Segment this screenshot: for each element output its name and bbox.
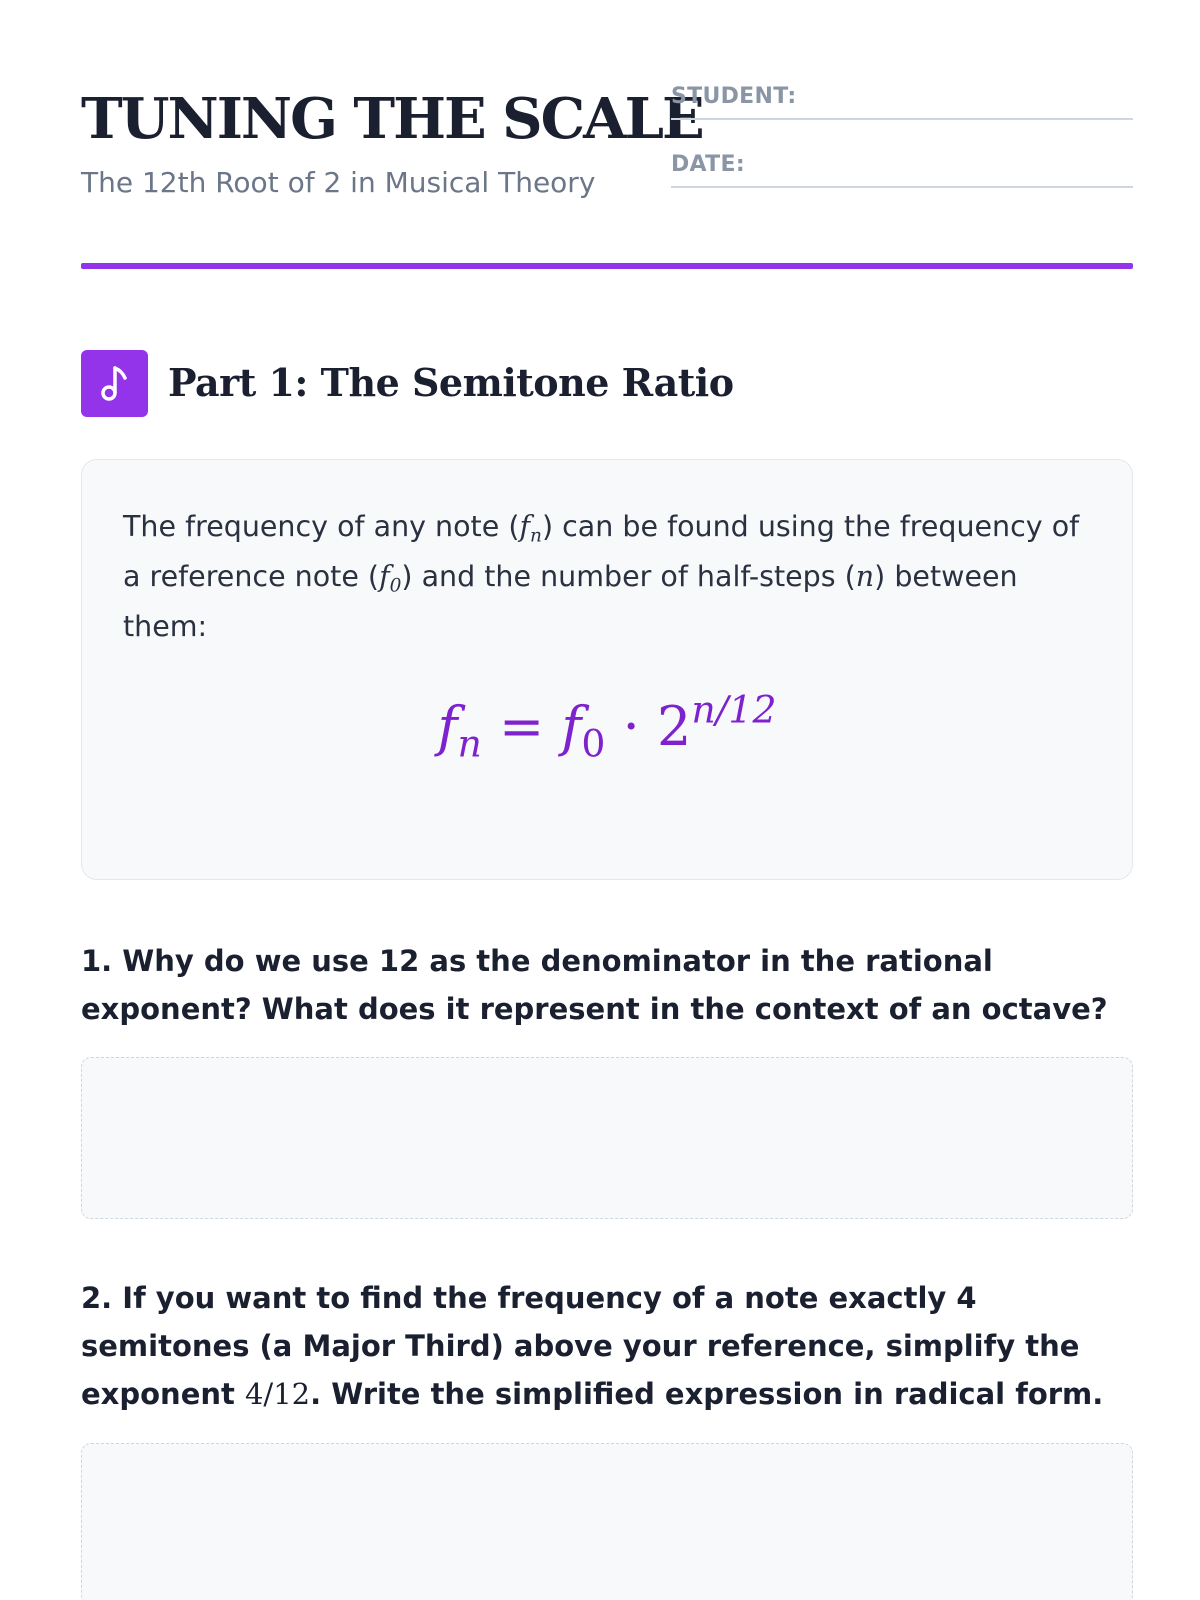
student-field[interactable] [671, 80, 1133, 120]
music-note-icon [81, 350, 148, 417]
formula-explanation: The frequency of any note $(f_n)$ can be found using the frequency of a reference note $(f_0)$ and the number of half-steps (n) between them: [123, 510, 1080, 643]
page-title: TUNING THE SCALE [81, 86, 703, 152]
header-divider [81, 263, 1133, 269]
answer-box-2[interactable] [81, 1443, 1133, 1600]
question-1: 1. Why do we use 12 as the denominator in the rational exponent? What does it represent in the context of an octave? [81, 944, 1108, 1026]
worksheet-header [81, 80, 1133, 270]
section-title: Part 1: The Semitone Ratio [168, 360, 734, 405]
formula-info-box [81, 459, 1133, 880]
page-subtitle: The 12th Root of 2 in Musical Theory [81, 166, 596, 199]
question-2: 2. If you want to find the frequency of a note exactly 4 semitones (a Major Third) above your reference, simplify the exponent 4/12. Write the simplified expression in radical form. [81, 1281, 1104, 1411]
answer-box-1[interactable] [81, 1057, 1133, 1219]
date-label: DATE: [671, 152, 745, 177]
date-field[interactable] [671, 148, 1133, 188]
frequency-formula: $f_n = f_0 \cdot 2^{n/12}$ [437, 687, 777, 766]
student-label: STUDENT: [671, 84, 797, 109]
